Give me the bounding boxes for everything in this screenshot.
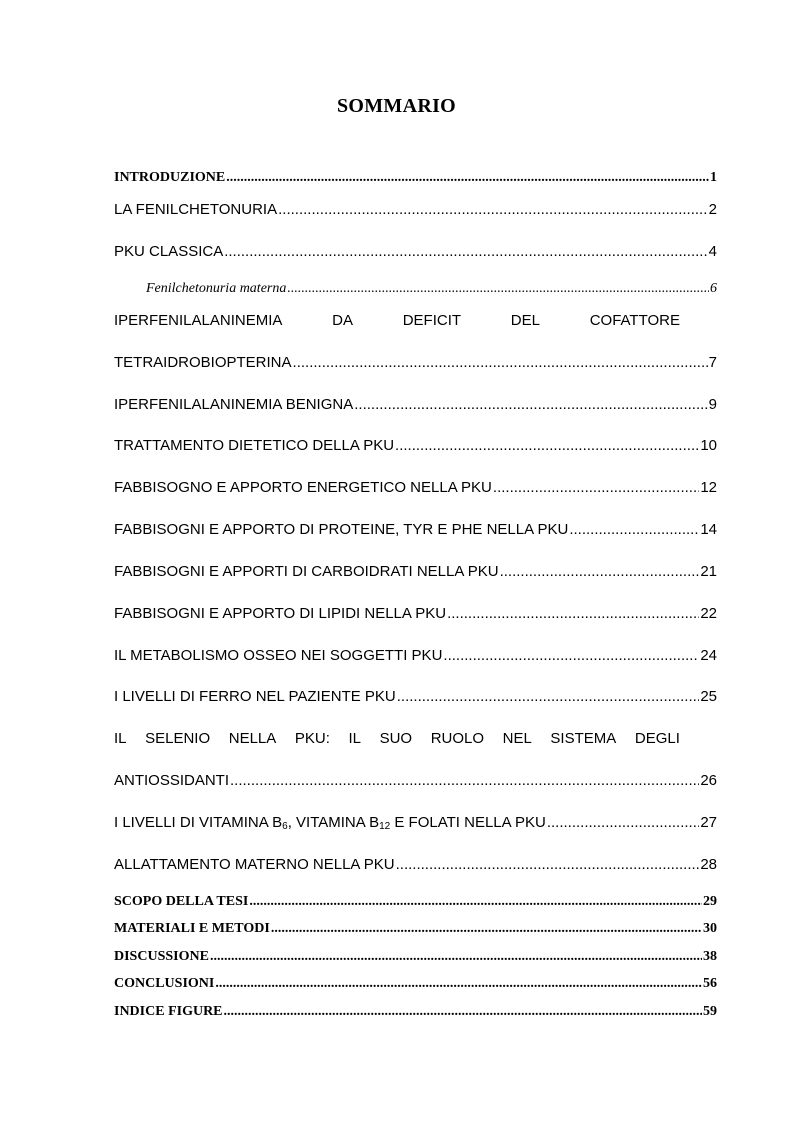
leader-dots bbox=[230, 771, 699, 791]
toc-entry-label: LA FENILCHETONURIA bbox=[114, 201, 278, 218]
toc-entry-label: Fenilchetonuria materna bbox=[146, 281, 287, 296]
leader-dots bbox=[397, 687, 700, 707]
toc-page-number: 38 bbox=[703, 949, 717, 964]
leader-dots bbox=[500, 562, 700, 582]
word: DA bbox=[332, 312, 353, 329]
leader-dots bbox=[493, 478, 699, 498]
word: PKU: bbox=[294, 730, 330, 747]
word: IL bbox=[114, 730, 127, 747]
toc-entry-label: INDICE FIGURE bbox=[114, 1004, 223, 1019]
toc-entry-label: IPERFENILALANINEMIA BENIGNA bbox=[114, 396, 354, 413]
toc-entry-label: FABBISOGNO E APPORTO ENERGETICO NELLA PKU bbox=[114, 479, 492, 496]
toc-entry-selenio-line2[interactable] bbox=[114, 771, 717, 791]
label-part: , VITAMINA B bbox=[287, 814, 380, 831]
toc-page-number: 1 bbox=[710, 170, 717, 185]
leader-dots bbox=[224, 242, 707, 262]
toc-page-number: 59 bbox=[703, 1004, 717, 1019]
toc-page-number: 29 bbox=[703, 894, 717, 909]
leader-dots bbox=[396, 855, 700, 875]
leader-dots bbox=[226, 168, 709, 188]
word: DEGLI bbox=[634, 730, 680, 747]
word: DEL bbox=[510, 312, 540, 329]
toc-entry-fenilchetonuria-materna[interactable] bbox=[146, 279, 717, 299]
leader-dots bbox=[569, 520, 699, 540]
toc-entry-trattamento[interactable] bbox=[114, 436, 717, 456]
leader-dots bbox=[278, 200, 708, 220]
word: SELENIO bbox=[145, 730, 211, 747]
leader-dots bbox=[215, 974, 702, 994]
toc-entry-materiali[interactable] bbox=[114, 919, 717, 939]
toc-page-number: 25 bbox=[700, 688, 717, 705]
leader-dots bbox=[447, 604, 699, 624]
toc-entry-fenilchetonuria[interactable] bbox=[114, 200, 717, 220]
leader-dots bbox=[354, 395, 707, 415]
toc-entry-label: ALLATTAMENTO MATERNO NELLA PKU bbox=[114, 856, 395, 873]
toc-entry-vitamine[interactable] bbox=[114, 813, 717, 833]
toc-entry-fabbisogni-proteine[interactable] bbox=[114, 520, 717, 540]
toc-entry-label: SCOPO DELLA TESI bbox=[114, 894, 249, 909]
leader-dots bbox=[443, 646, 699, 666]
leader-dots bbox=[210, 947, 702, 967]
toc-entry-introduzione[interactable] bbox=[114, 168, 717, 188]
toc-entry-label: CONCLUSIONI bbox=[114, 976, 215, 991]
toc-entry-fabbisogni-carboidrati[interactable] bbox=[114, 562, 717, 582]
toc-entry-metabolismo-osseo[interactable] bbox=[114, 646, 717, 666]
toc-entry-label: TRATTAMENTO DIETETICO DELLA PKU bbox=[114, 437, 395, 454]
toc-page-number: 12 bbox=[700, 479, 717, 496]
toc-entry-label: FABBISOGNI E APPORTO DI PROTEINE, TYR E PHE NELLA PKU bbox=[114, 521, 569, 538]
toc-page-number: 4 bbox=[708, 243, 717, 260]
toc-entry-label: ANTIOSSIDANTI bbox=[114, 772, 230, 789]
toc-entry-conclusioni[interactable] bbox=[114, 974, 717, 994]
toc-entry-pku-classica[interactable] bbox=[114, 242, 717, 262]
label-part: E FOLATI NELLA PKU bbox=[390, 814, 546, 831]
toc-entry-label: FABBISOGNI E APPORTI DI CARBOIDRATI NELLA PKU bbox=[114, 563, 499, 580]
word: RUOLO bbox=[430, 730, 485, 747]
toc-page-number: 27 bbox=[700, 814, 717, 831]
toc-entry-iperfenil-deficit-line1[interactable] bbox=[114, 311, 680, 331]
toc-entry-label: DISCUSSIONE bbox=[114, 949, 209, 964]
toc-entry-label: IL METABOLISMO OSSEO NEI SOGGETTI PKU bbox=[114, 647, 443, 664]
leader-dots bbox=[293, 353, 708, 373]
toc-page-number: 22 bbox=[700, 605, 717, 622]
toc-entry-label: MATERIALI E METODI bbox=[114, 921, 270, 936]
toc-entry-label: PKU CLASSICA bbox=[114, 243, 224, 260]
leader-dots bbox=[547, 813, 699, 833]
toc-page-number: 7 bbox=[708, 354, 717, 371]
toc-entry-indice-figure[interactable] bbox=[114, 1002, 717, 1022]
leader-dots bbox=[271, 919, 702, 939]
toc-entry-iperfenil-deficit-line2[interactable] bbox=[114, 353, 717, 373]
toc-entry-label: TETRAIDROBIOPTERINA bbox=[114, 354, 292, 371]
word: NEL bbox=[502, 730, 532, 747]
page-title: SOMMARIO bbox=[336, 95, 457, 117]
toc-page-number: 14 bbox=[700, 521, 717, 538]
toc-page-number: 26 bbox=[700, 772, 717, 789]
toc-entry-fabbisogni-lipidi[interactable] bbox=[114, 604, 717, 624]
toc-entry-label: FABBISOGNI E APPORTO DI LIPIDI NELLA PKU bbox=[114, 605, 447, 622]
leader-dots bbox=[249, 892, 702, 912]
word: SUO bbox=[379, 730, 413, 747]
toc-page-number: 24 bbox=[700, 647, 717, 664]
toc-page-number: 6 bbox=[710, 281, 717, 296]
toc-page-number: 2 bbox=[708, 201, 717, 218]
word: NELLA bbox=[228, 730, 277, 747]
word: IPERFENILALANINEMIA bbox=[114, 312, 283, 329]
toc-entry-iperfenil-benigna[interactable] bbox=[114, 395, 717, 415]
toc-page-number: 10 bbox=[700, 437, 717, 454]
word: SISTEMA bbox=[550, 730, 617, 747]
toc-page-number: 56 bbox=[703, 976, 717, 991]
leader-dots bbox=[287, 279, 709, 299]
toc-page-number: 30 bbox=[703, 921, 717, 936]
toc-page-number: 21 bbox=[700, 563, 717, 580]
leader-dots bbox=[224, 1002, 702, 1022]
toc-entry-label bbox=[114, 813, 546, 833]
toc-entry-scopo[interactable] bbox=[114, 892, 717, 912]
toc-entry-selenio-line1[interactable] bbox=[114, 729, 680, 749]
leader-dots bbox=[395, 436, 699, 456]
word: COFATTORE bbox=[589, 312, 680, 329]
word: IL bbox=[348, 730, 361, 747]
toc-page-number: 28 bbox=[700, 856, 717, 873]
toc-entry-label: I LIVELLI DI FERRO NEL PAZIENTE PKU bbox=[114, 688, 396, 705]
label-part: I LIVELLI DI VITAMINA B bbox=[114, 814, 283, 831]
subscript: 6 bbox=[282, 821, 288, 832]
toc-entry-ferro[interactable] bbox=[114, 687, 717, 707]
word: DEFICIT bbox=[402, 312, 462, 329]
toc-entry-fabbisogno-energetico[interactable] bbox=[114, 478, 717, 498]
toc-entry-label: INTRODUZIONE bbox=[114, 170, 226, 185]
toc-entry-discussione[interactable] bbox=[114, 947, 717, 967]
toc-page-number: 9 bbox=[708, 396, 717, 413]
toc-entry-allattamento[interactable] bbox=[114, 855, 717, 875]
subscript: 12 bbox=[379, 821, 391, 832]
